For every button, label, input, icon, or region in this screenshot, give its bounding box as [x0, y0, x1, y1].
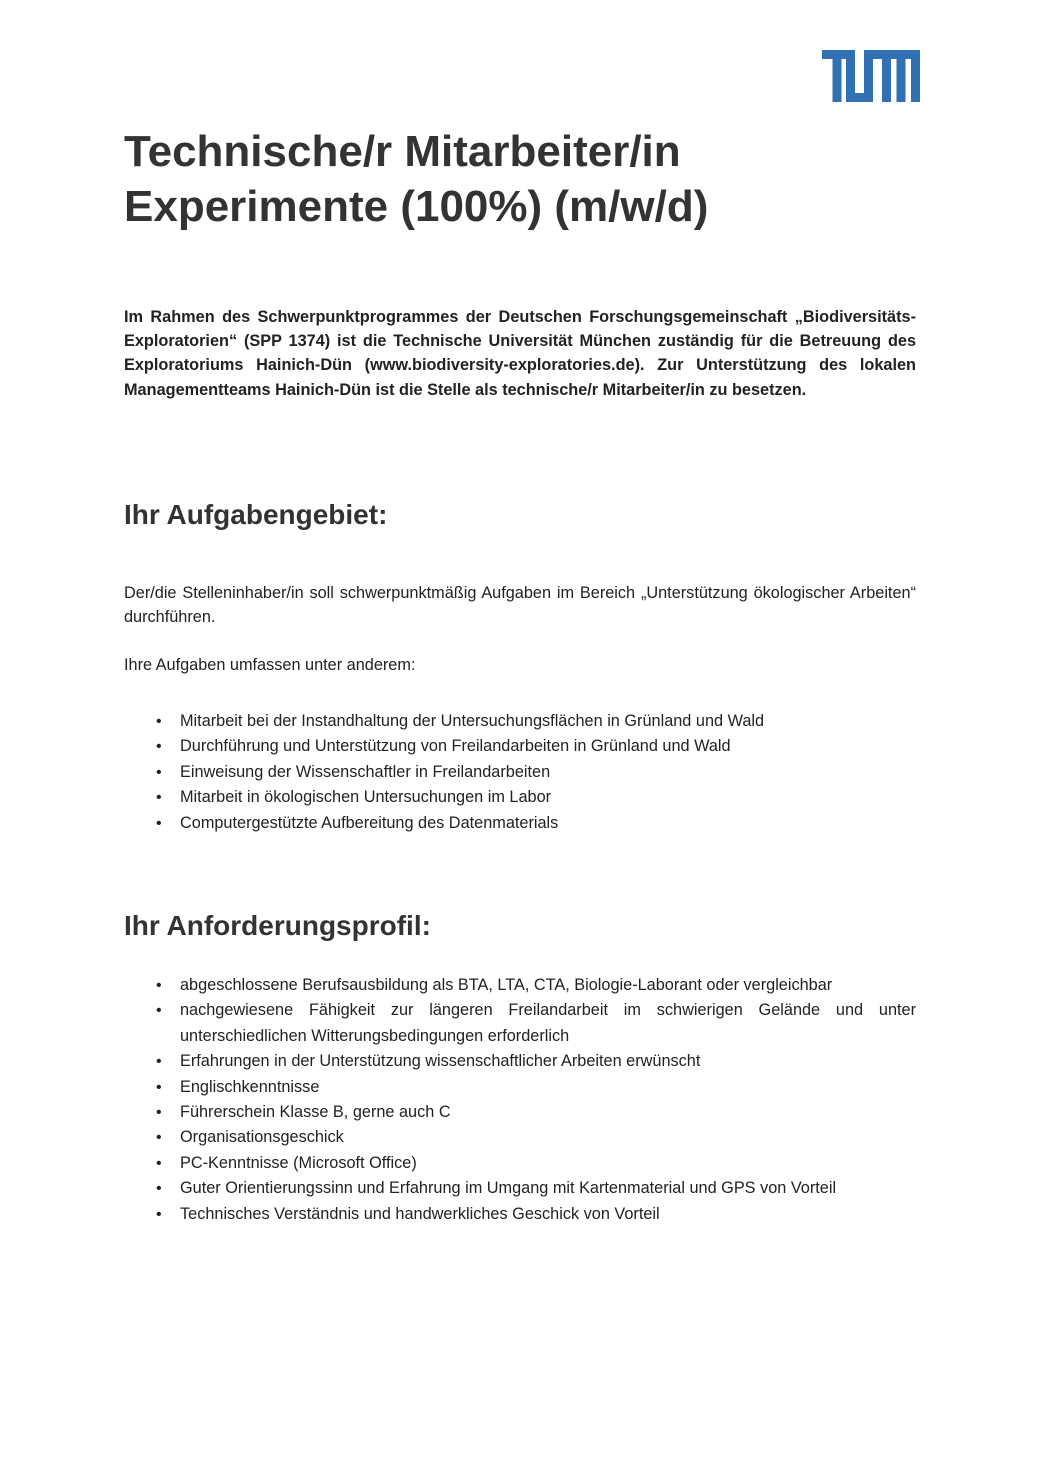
tum-logo — [822, 50, 920, 102]
role-paragraph: Der/die Stelleninhaber/in soll schwerpunktmäßig Aufgaben im Bereich „Unterstützung ökologischer Arbeiten“ durchführen. — [124, 584, 916, 626]
list-item — [124, 734, 916, 759]
bullet-icon: • — [156, 977, 162, 994]
bullet-icon: • — [156, 814, 162, 832]
bullet-icon: • — [156, 1129, 162, 1147]
list-item — [124, 760, 916, 785]
list-item — [124, 811, 916, 836]
list-item — [124, 1125, 916, 1150]
tasks-heading: Ihr Aufgabengebiet: — [124, 499, 388, 530]
list-item-text: Computergestützte Aufbereitung des Datenmaterials — [180, 813, 559, 832]
list-item — [124, 1176, 916, 1201]
list-item — [124, 998, 916, 1049]
list-item — [124, 1100, 916, 1125]
list-item-text: abgeschlossene Berufsausbildung als BTA, LTA, CTA, Biologie-Laborant oder vergleichbar — [180, 976, 833, 994]
job-title-line-2: Experimente (100%) (m/w/d) — [124, 182, 709, 231]
list-item-text: nachgewiesene Fähigkeit zur längeren Freilandarbeit im schwierigen Gelände und unter unterschiedlichen Witterungsbedingungen erforderlich — [180, 1001, 916, 1045]
tasks-lead: Ihre Aufgaben umfassen unter anderem: — [124, 656, 416, 674]
bullet-icon: • — [156, 763, 162, 781]
bullet-icon: • — [156, 738, 162, 756]
bullet-icon: • — [156, 1205, 162, 1223]
list-item-text: Erfahrungen in der Unterstützung wissenschaftlicher Arbeiten erwünscht — [180, 1052, 701, 1071]
list-item — [124, 1151, 916, 1176]
list-item-text: Durchführung und Unterstützung von Freilandarbeiten in Grünland und Wald — [180, 737, 731, 756]
tasks-list — [124, 709, 916, 836]
bullet-icon: • — [156, 789, 162, 807]
tum-logo-shape — [822, 50, 920, 102]
bullet-icon: • — [156, 1104, 162, 1122]
list-item — [124, 709, 916, 734]
bullet-icon: • — [156, 1002, 162, 1020]
list-item-text: Technisches Verständnis und handwerkliches Geschick von Vorteil — [180, 1204, 660, 1223]
list-item-text: Mitarbeit bei der Instandhaltung der Untersuchungsflächen in Grünland und Wald — [180, 712, 765, 730]
profile-heading: Ihr Anforderungsprofil: — [124, 910, 431, 941]
bullet-icon: • — [156, 1154, 162, 1172]
list-item-text: Mitarbeit in ökologischen Untersuchungen im Labor — [180, 788, 552, 807]
intro-paragraph: Im Rahmen des Schwerpunktprogrammes der Deutschen Forschungsgemeinschaft „Biodiversitäts-Exploratorien“ (SPP 1374) ist die Technische Universität München zuständig für die Betreuung des Exploratoriums Hainich-Dün (www.biodiversity-exploratories.de). Zur Unterstützung des lokalen Managementteams Hainich-Dün ist die Stelle als technische/r Mitarbeiter/in zu besetzen. — [124, 308, 916, 399]
list-item-text: Einweisung der Wissenschaftler in Freilandarbeiten — [180, 762, 551, 781]
list-item — [124, 1202, 916, 1227]
bullet-icon: • — [156, 1180, 162, 1198]
job-title — [124, 124, 924, 234]
list-item-text: Guter Orientierungssinn und Erfahrung im Umgang mit Kartenmaterial und GPS von Vorteil — [180, 1179, 837, 1198]
list-item-text: PC-Kenntnisse (Microsoft Office) — [180, 1153, 417, 1172]
list-item — [124, 1049, 916, 1074]
list-item — [124, 1075, 916, 1100]
job-title-line-1: Technische/r Mitarbeiter/in — [124, 127, 681, 176]
bullet-icon: • — [156, 713, 162, 730]
list-item-text: Englischkenntnisse — [180, 1077, 320, 1096]
list-item-text: Führerschein Klasse B, gerne auch C — [180, 1103, 451, 1122]
list-item-text: Organisationsgeschick — [180, 1128, 344, 1147]
bullet-icon: • — [156, 1053, 162, 1071]
list-item — [124, 973, 916, 998]
profile-list — [124, 973, 916, 1227]
bullet-icon: • — [156, 1078, 162, 1096]
list-item — [124, 785, 916, 810]
